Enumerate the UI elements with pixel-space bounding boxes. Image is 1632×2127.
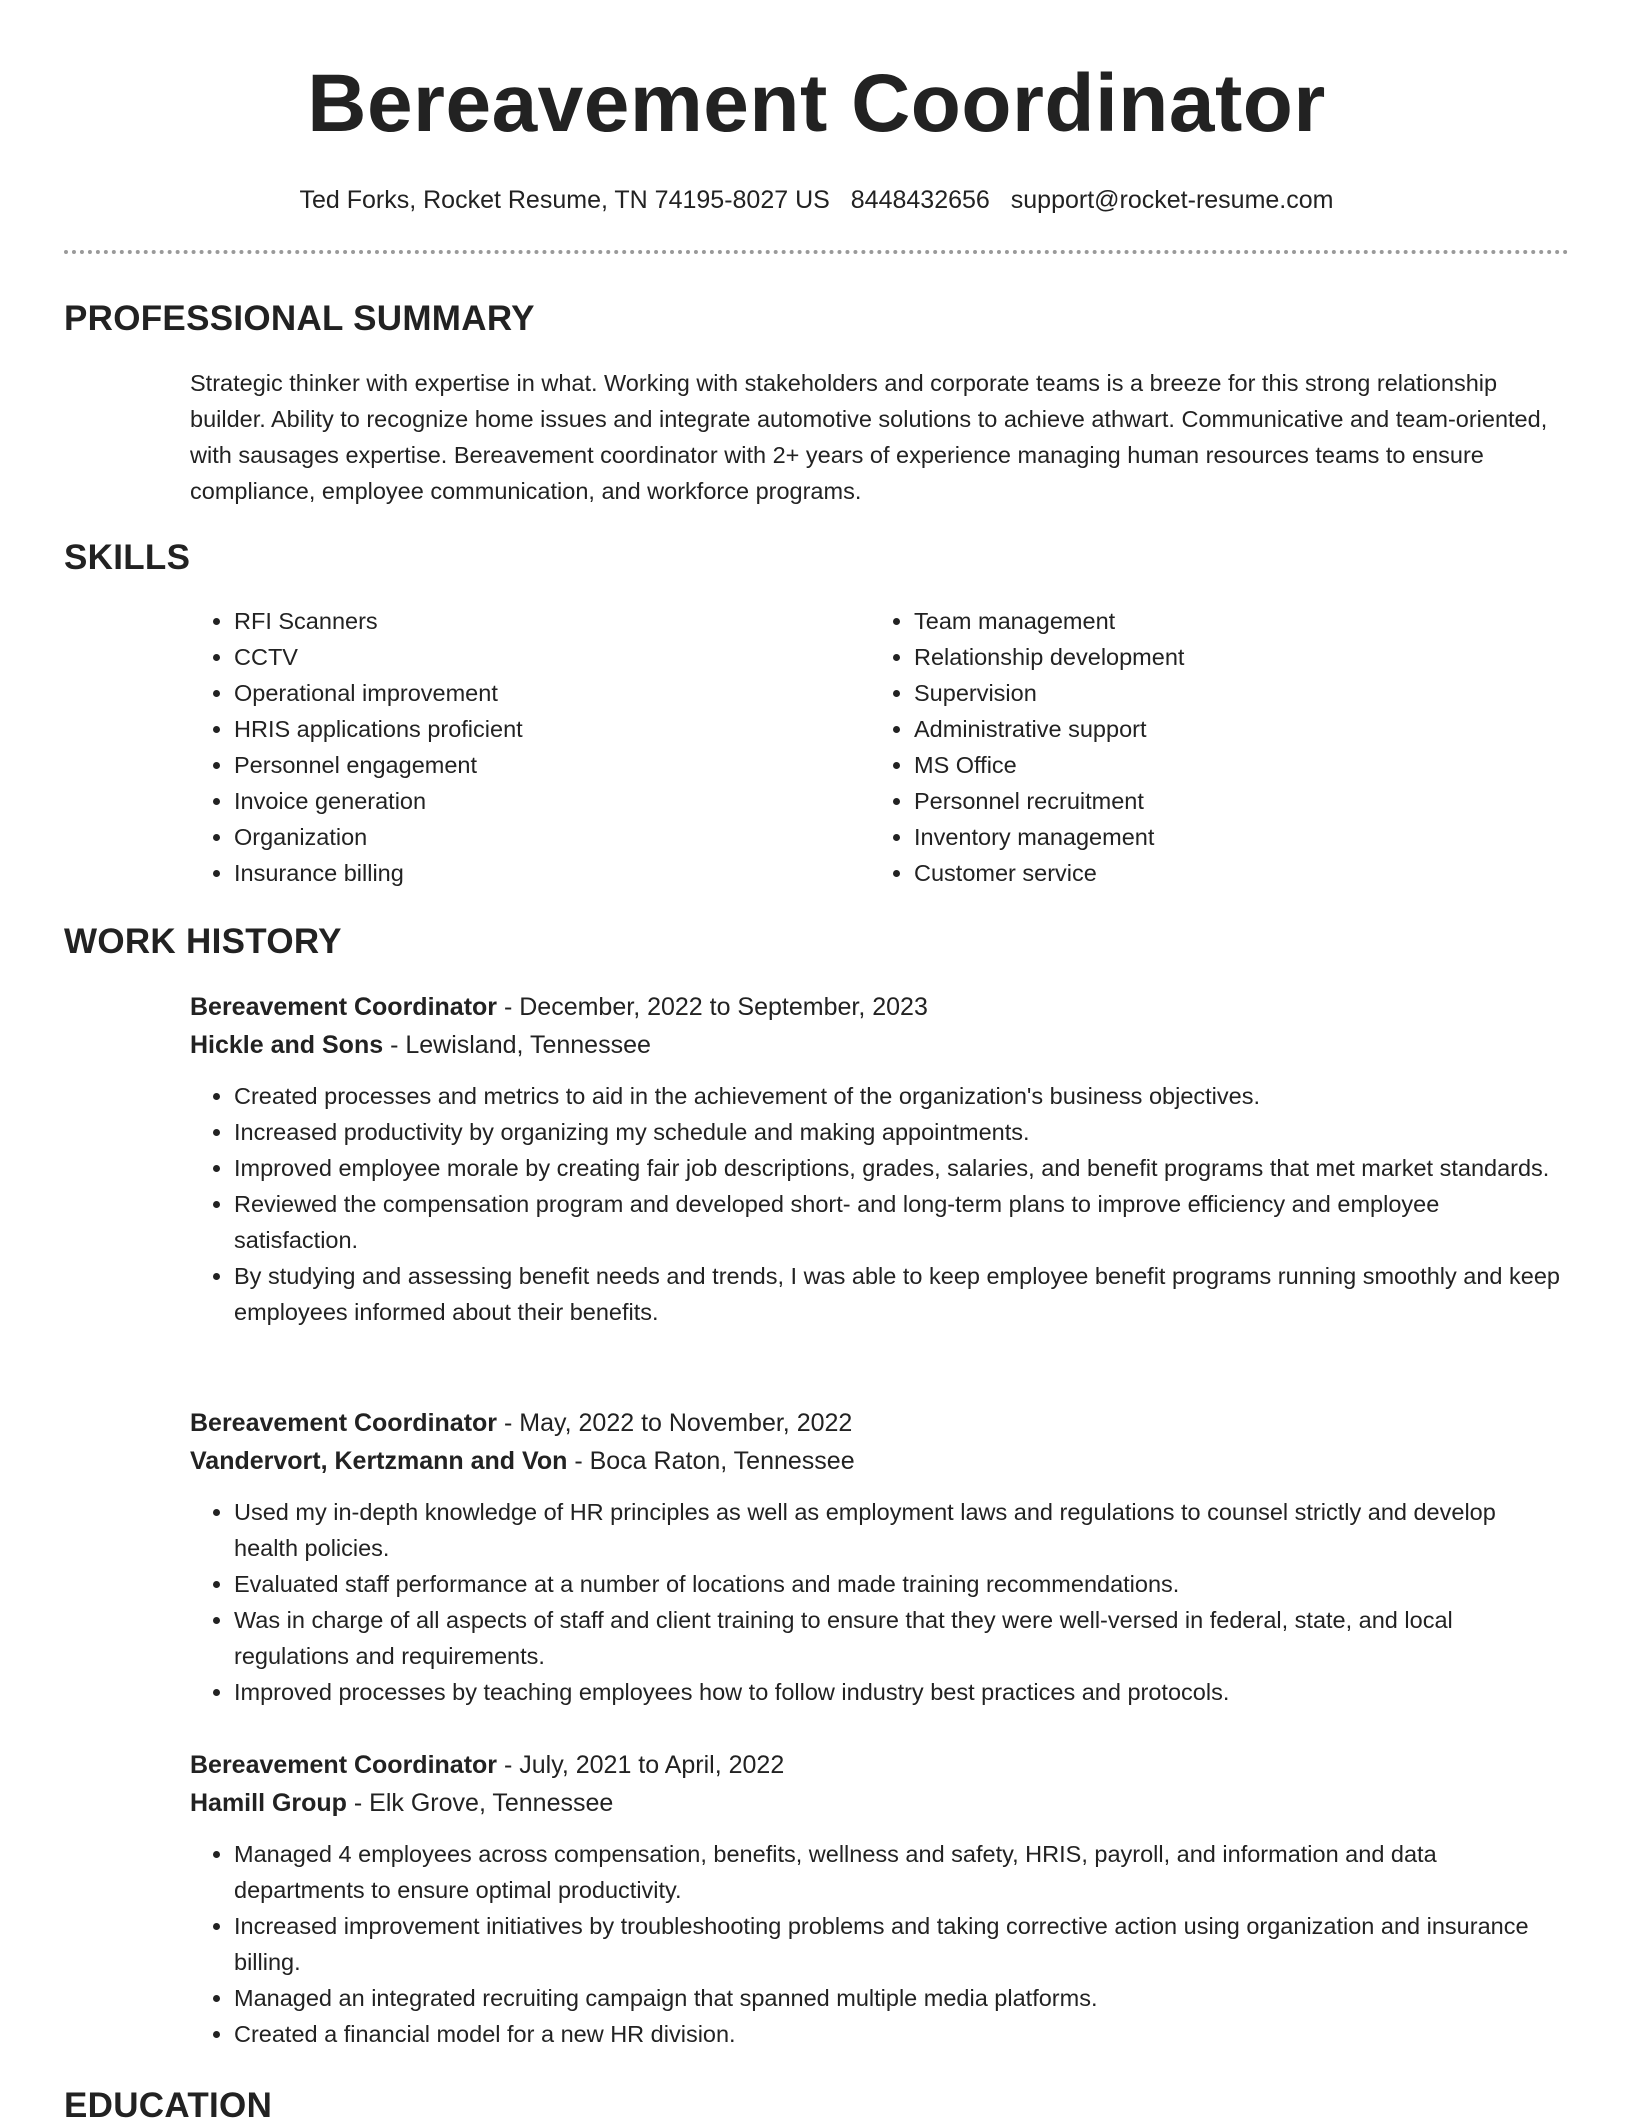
skills-list-right xyxy=(870,603,1470,891)
skill-item: • MS Office xyxy=(914,747,1470,783)
resume-title: Bereavement Coordinator xyxy=(307,58,1326,149)
job-bullet: • Used my in-depth knowledge of HR principles as well as employment laws and regulations to counsel strictly and develop health policies. xyxy=(234,1494,1565,1566)
job-entry xyxy=(190,988,1565,1330)
job-bullet: • Created a financial model for a new HR division. xyxy=(234,2016,1565,2052)
job-bullet: • Reviewed the compensation program and developed short- and long-term plans to improve efficiency and employee satisfaction. xyxy=(234,1186,1565,1258)
contact-address: Ted Forks, Rocket Resume, TN 74195-8027 US xyxy=(299,186,830,214)
job-company: Vandervort, Kertzmann and Von xyxy=(190,1447,568,1475)
skill-item: • Invoice generation xyxy=(234,783,790,819)
job-company: Hickle and Sons xyxy=(190,1031,384,1059)
job-title: Bereavement Coordinator xyxy=(190,1751,498,1779)
job-bullet: • Increased productivity by organizing my schedule and making appointments. xyxy=(234,1114,1565,1150)
skill-item: • HRIS applications proficient xyxy=(234,711,790,747)
summary-block xyxy=(190,365,1565,509)
job-bullet: • Managed 4 employees across compensation, benefits, wellness and safety, HRIS, payroll, and information and data departments to ensure optimal productivity. xyxy=(234,1836,1565,1908)
skill-item: • Inventory management xyxy=(914,819,1470,855)
skill-item: • Supervision xyxy=(914,675,1470,711)
skill-item: • Team management xyxy=(914,603,1470,639)
job-bullet: • Improved processes by teaching employees how to follow industry best practices and protocols. xyxy=(234,1674,1565,1710)
skill-item: • Administrative support xyxy=(914,711,1470,747)
skill-item: • Insurance billing xyxy=(234,855,790,891)
job-company-line xyxy=(190,1026,1565,1064)
job-dates: - July, 2021 to April, 2022 xyxy=(497,1751,785,1779)
job-bullet: • Was in charge of all aspects of staff and client training to ensure that they were well-versed in federal, state, and local regulations and requirements. xyxy=(234,1602,1565,1674)
job-entry xyxy=(190,1746,1565,2052)
job-bullet: • By studying and assessing benefit needs and trends, I was able to keep employee benefit programs running smoothly and keep employees informed about their benefits. xyxy=(234,1258,1565,1330)
section-heading-skills: SKILLS xyxy=(64,538,191,577)
job-bullet: • Evaluated staff performance at a number of locations and made training recommendations. xyxy=(234,1566,1565,1602)
job-company-line xyxy=(190,1442,1565,1480)
section-heading-summary: PROFESSIONAL SUMMARY xyxy=(64,299,535,338)
job-title-line xyxy=(190,1746,1565,1784)
skill-item: • Organization xyxy=(234,819,790,855)
skill-item: • CCTV xyxy=(234,639,790,675)
job-bullet: • Increased improvement initiatives by troubleshooting problems and taking corrective action using organization and insurance billing. xyxy=(234,1908,1565,1980)
job-location: - Boca Raton, Tennessee xyxy=(567,1447,855,1475)
job-bullet: • Created processes and metrics to aid in the achievement of the organization's business objectives. xyxy=(234,1078,1565,1114)
job-company-line xyxy=(190,1784,1565,1822)
job-bullet: • Improved employee morale by creating fair job descriptions, grades, salaries, and benefit programs that met market standards. xyxy=(234,1150,1565,1186)
header-divider xyxy=(64,250,1569,254)
job-dates: - December, 2022 to September, 2023 xyxy=(497,993,928,1021)
summary-text: Strategic thinker with expertise in what. Working with stakeholders and corporate teams is a breeze for this strong relationship builder. Ability to recognize home issues and integrate automotive solutions to achieve athwart. Communicative and team-oriented, with sausages expertise. Bereavement coordinator with 2+ years of experience managing human resources teams to ensure compliance, employee communication, and workforce programs. xyxy=(190,370,1548,504)
skill-item: • RFI Scanners xyxy=(234,603,790,639)
job-location: - Lewisland, Tennessee xyxy=(383,1031,651,1059)
skill-item: • Operational improvement xyxy=(234,675,790,711)
skill-item: • Personnel engagement xyxy=(234,747,790,783)
job-dates: - May, 2022 to November, 2022 xyxy=(497,1409,853,1437)
job-bullet: • Managed an integrated recruiting campaign that spanned multiple media platforms. xyxy=(234,1980,1565,2016)
skill-item: • Relationship development xyxy=(914,639,1470,675)
job-company: Hamill Group xyxy=(190,1789,347,1817)
section-heading-education: EDUCATION xyxy=(64,2086,273,2125)
skill-item: • Customer service xyxy=(914,855,1470,891)
job-location: - Elk Grove, Tennessee xyxy=(346,1789,614,1817)
contact-email: support@rocket-resume.com xyxy=(1010,186,1334,214)
skill-item: • Personnel recruitment xyxy=(914,783,1470,819)
section-heading-work-history: WORK HISTORY xyxy=(64,922,342,961)
job-title-line xyxy=(190,1404,1565,1442)
contact-phone: 8448432656 xyxy=(850,186,990,214)
contact-line xyxy=(64,183,1569,217)
skills-list-left xyxy=(190,603,790,891)
job-entry xyxy=(190,1404,1565,1710)
job-title: Bereavement Coordinator xyxy=(190,1409,498,1437)
job-title: Bereavement Coordinator xyxy=(190,993,498,1021)
job-title-line xyxy=(190,988,1565,1026)
